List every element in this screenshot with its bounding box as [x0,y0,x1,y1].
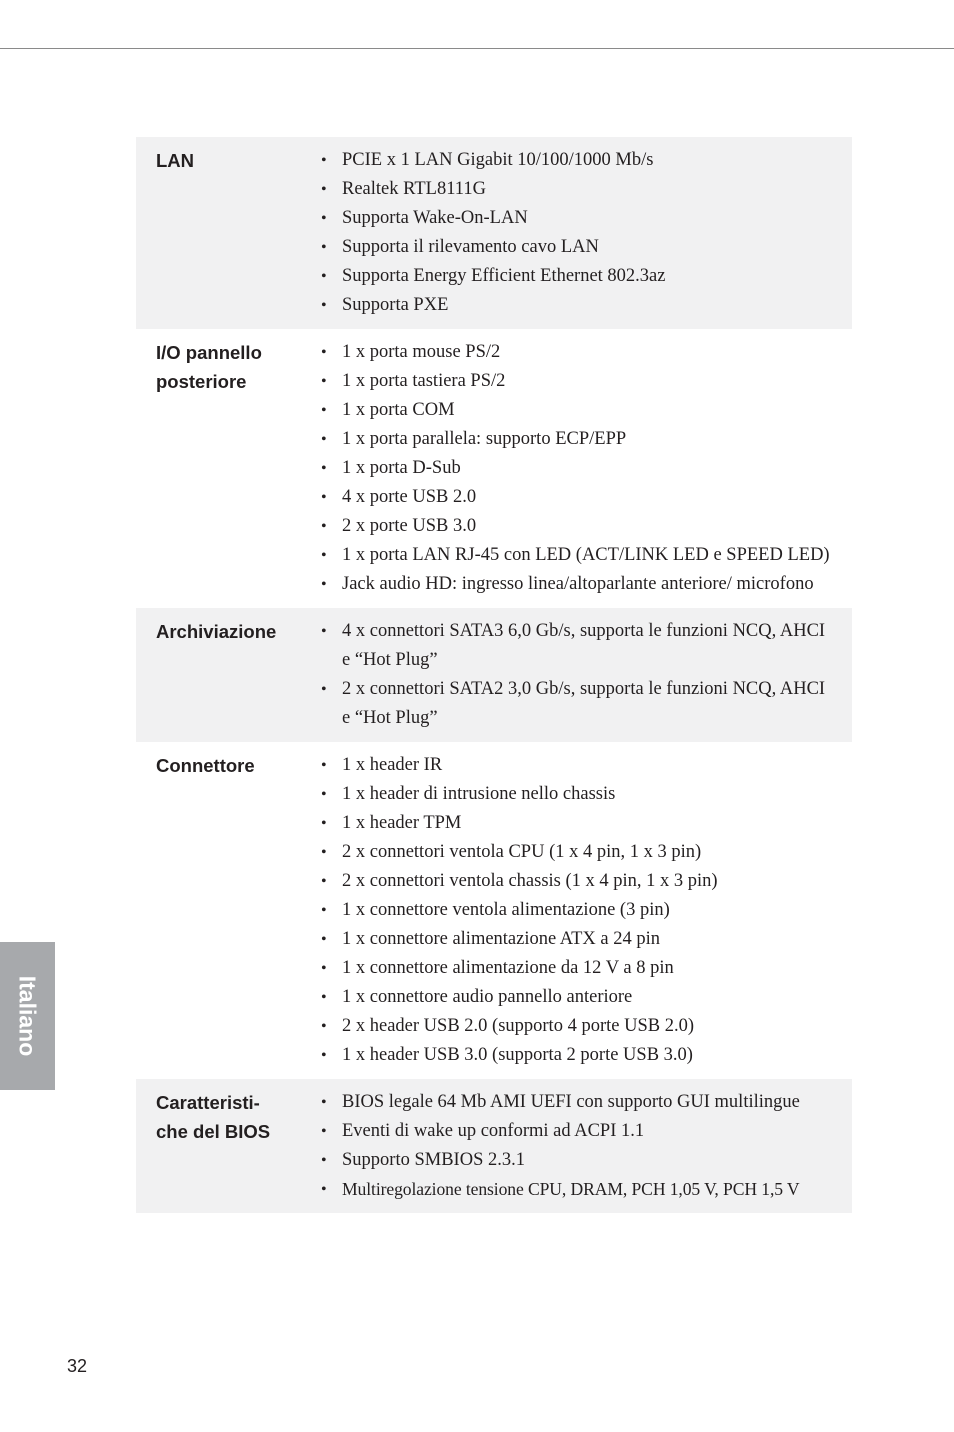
list-item: • 1 x porta tastiera PS/2 [321,367,852,396]
list-item: • Supporta PXE [321,291,852,320]
list-item: • Supporto SMBIOS 2.3.1 [321,1146,852,1175]
list-item: • Supporta Energy Efficient Ethernet 802.3az [321,262,852,291]
page-number: 32 [67,1356,88,1376]
spec-row-lan [136,137,852,329]
list-item: • Eventi di wake up conformi ad ACPI 1.1 [321,1117,852,1146]
list-item: • 1 x connettore ventola alimentazione (3 pin) [321,896,852,925]
spec-row-rear-io [136,329,852,608]
list-item: • 1 x porta D-Sub [321,454,852,483]
specification-table [136,137,852,1213]
list-item: • 2 x connettori ventola chassis (1 x 4 pin, 1 x 3 pin) [321,867,852,896]
list-item: • 1 x porta COM [321,396,852,425]
list-item: • Multiregolazione tensione CPU, DRAM, PCH 1,05 V, PCH 1,5 V [321,1175,852,1204]
list-item: • Supporta il rilevamento cavo LAN [321,233,852,262]
list-item: • Realtek RTL8111G [321,175,852,204]
list-item: • 1 x header USB 3.0 (supporta 2 porte USB 3.0) [321,1041,852,1070]
spec-row-bios [136,1079,852,1213]
list-item: • 1 x connettore audio pannello anteriore [321,983,852,1012]
list-item: • Jack audio HD: ingresso linea/altoparlante anteriore/ microfono [321,570,852,599]
language-tab-label: Italiano [14,975,41,1057]
language-side-tab [0,942,55,1090]
list-item: • PCIE x 1 LAN Gigabit 10/100/1000 Mb/s [321,146,852,175]
spec-list [321,751,852,1070]
spec-label: LAN [156,150,195,171]
list-item: • BIOS legale 64 Mb AMI UEFI con supporto GUI multilingue [321,1088,852,1117]
header-rule [0,48,954,49]
list-item: • 1 x header TPM [321,809,852,838]
list-item: • 2 x porte USB 3.0 [321,512,852,541]
spec-list [321,338,852,599]
list-item: • 1 x porta parallela: supporto ECP/EPP [321,425,852,454]
list-item: • 1 x connettore alimentazione ATX a 24 pin [321,925,852,954]
list-item: • 1 x connettore alimentazione da 12 V a 8 pin [321,954,852,983]
spec-label: I/O pannello posteriore [156,342,262,392]
list-item: • 2 x connettori ventola CPU (1 x 4 pin, 1 x 3 pin) [321,838,852,867]
list-item: • 4 x connettori SATA3 6,0 Gb/s, supporta le funzioni NCQ, AHCI e “Hot Plug” [321,617,852,675]
spec-list [321,1088,852,1204]
spec-row-storage [136,608,852,742]
spec-label: Archiviazione [156,621,277,642]
list-item: • 4 x porte USB 2.0 [321,483,852,512]
spec-label: Connettore [156,755,255,776]
list-item: • 1 x header IR [321,751,852,780]
spec-label: Caratteristi- che del BIOS [156,1092,271,1142]
spec-list [321,617,852,733]
list-item: • 2 x connettori SATA2 3,0 Gb/s, supporta le funzioni NCQ, AHCI e “Hot Plug” [321,675,852,733]
list-item: • 2 x header USB 2.0 (supporto 4 porte USB 2.0) [321,1012,852,1041]
list-item: • 1 x porta LAN RJ-45 con LED (ACT/LINK LED e SPEED LED) [321,541,852,570]
list-item: • 1 x porta mouse PS/2 [321,338,852,367]
list-item: • 1 x header di intrusione nello chassis [321,780,852,809]
spec-list [321,146,852,320]
spec-row-connectors [136,742,852,1079]
list-item: • Supporta Wake-On-LAN [321,204,852,233]
